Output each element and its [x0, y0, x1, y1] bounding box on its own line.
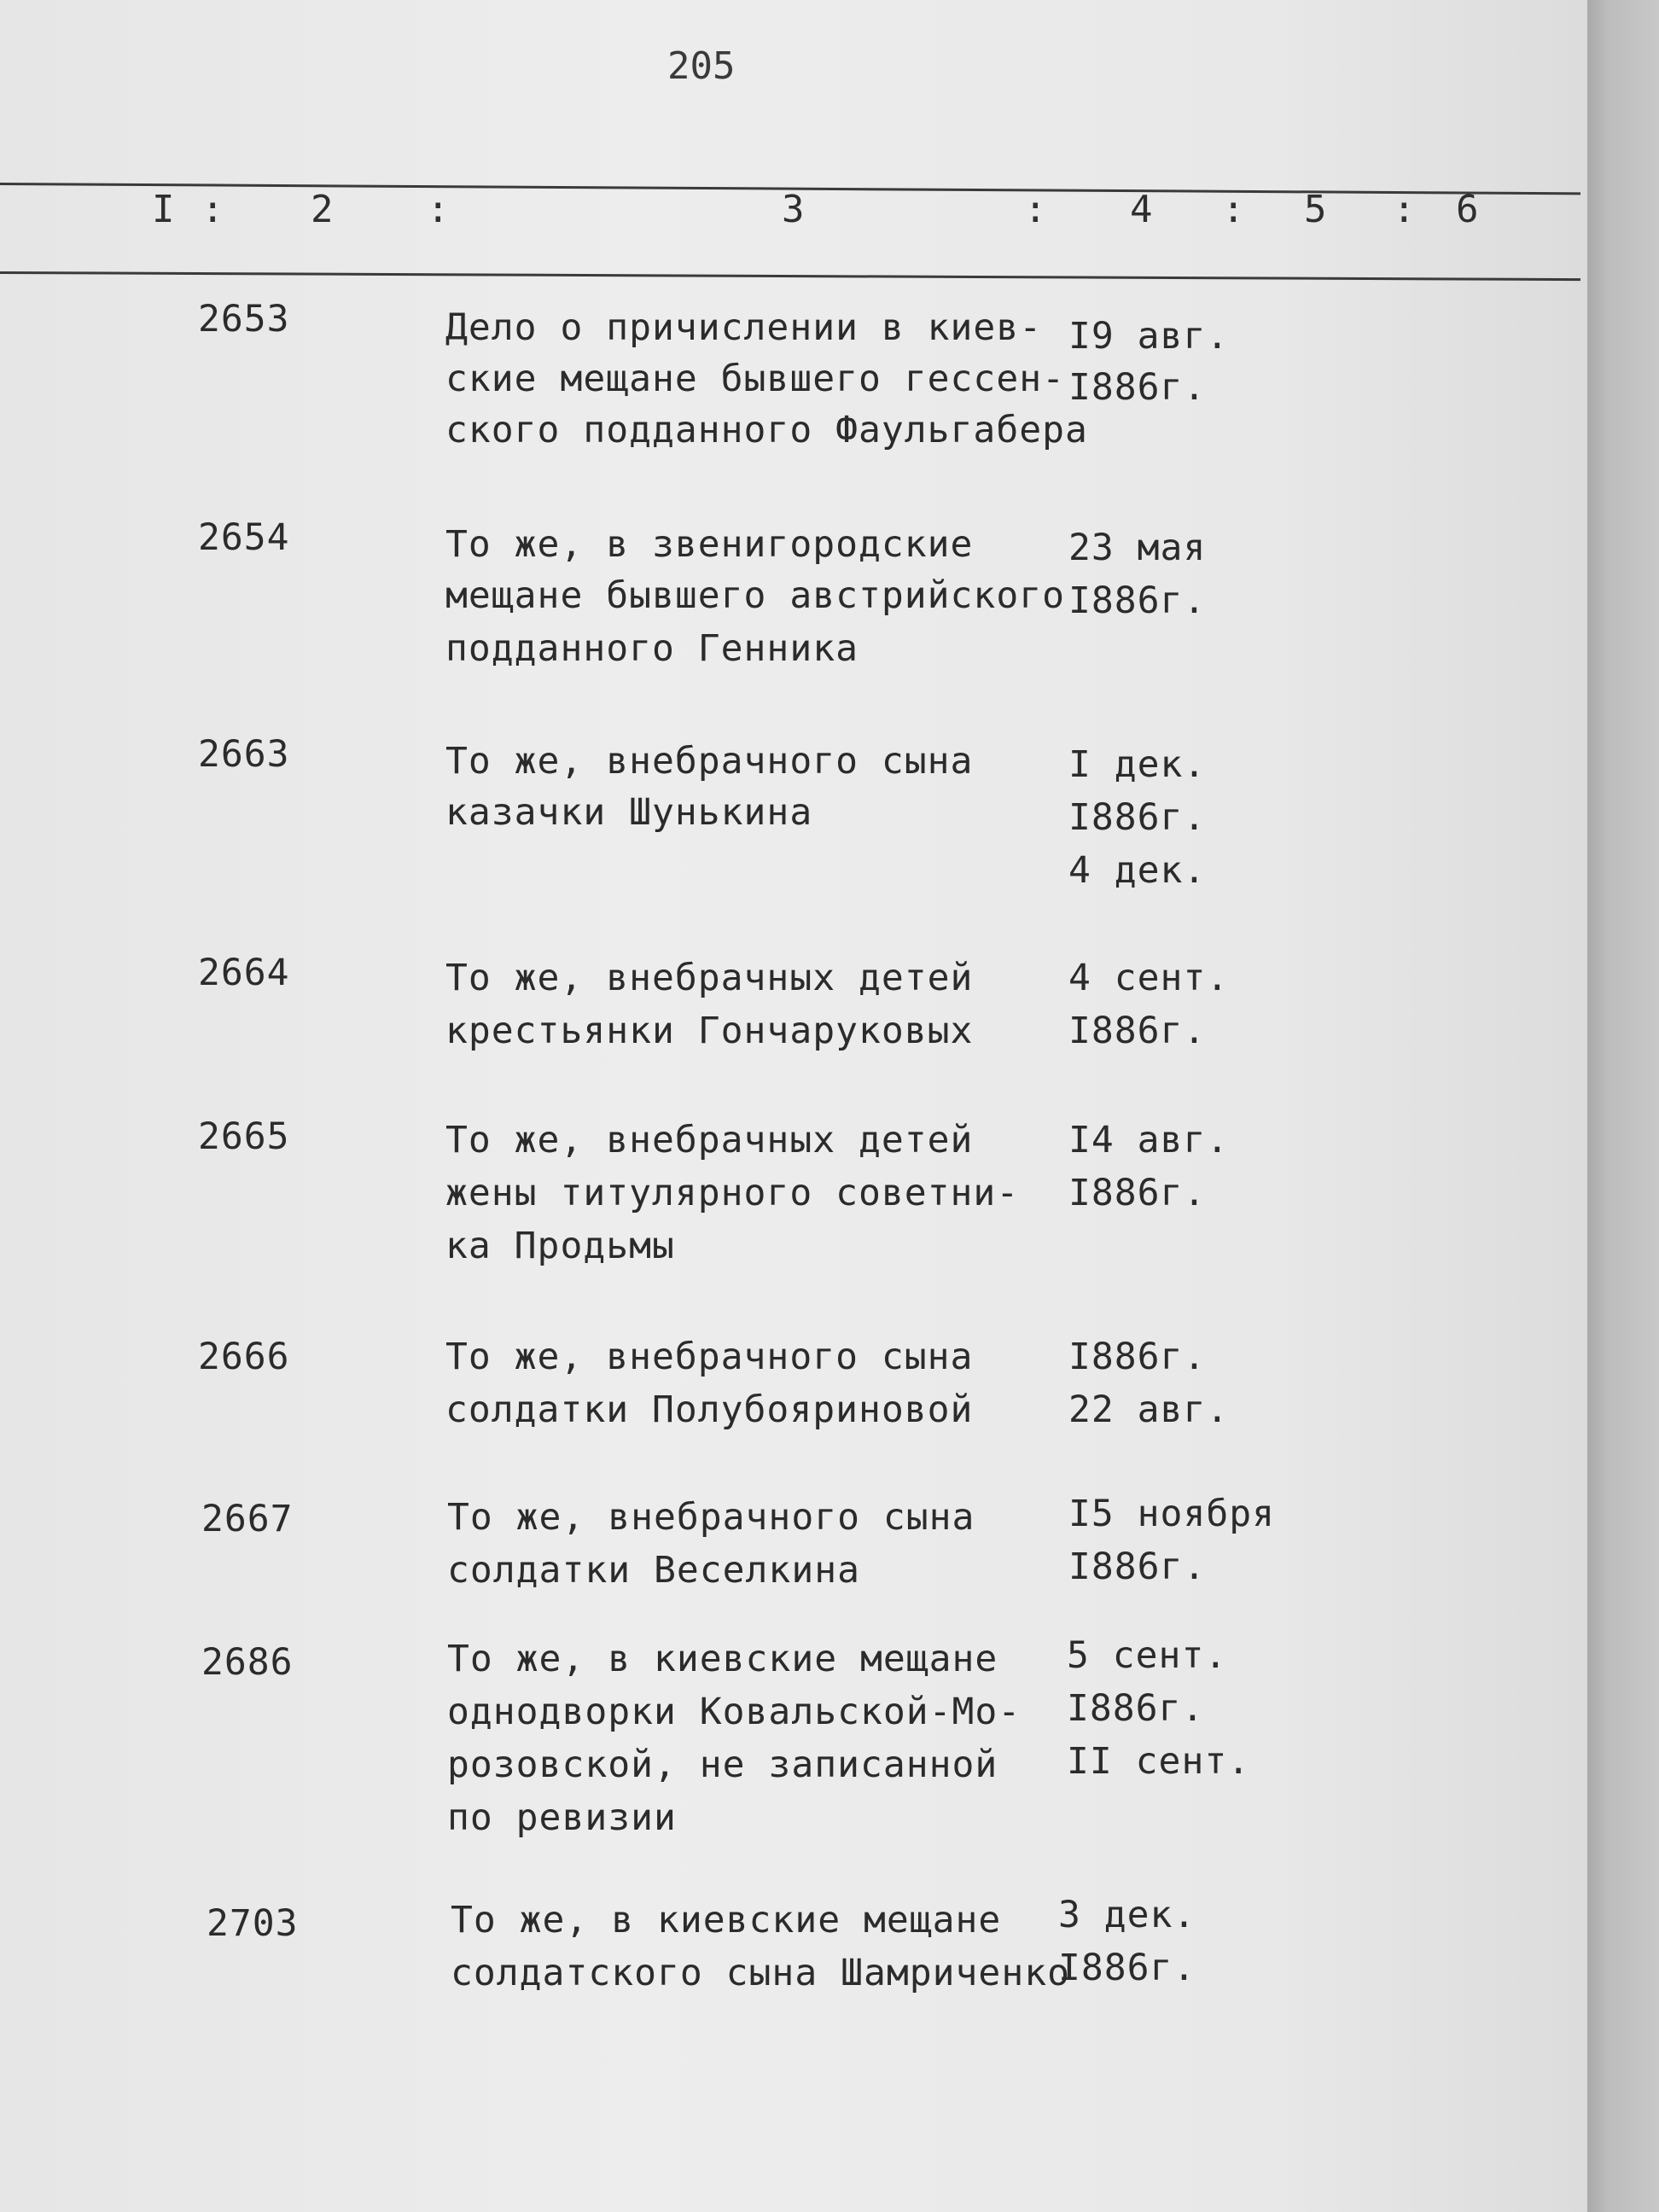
entry-number: 2663: [198, 733, 290, 776]
entry-description-line: То же, в звенигородские: [445, 523, 974, 566]
entry-date-line: I886г.: [1068, 579, 1207, 622]
entry-date-line: I886г.: [1068, 366, 1207, 409]
entry-description-line: однодворки Ковальской-Мо-: [447, 1691, 1022, 1733]
entry-date-line: I5 ноября: [1068, 1493, 1275, 1535]
entry-description-line: казачки Шунькина: [445, 791, 813, 834]
entry-date-line: 5 сент.: [1067, 1634, 1228, 1677]
entry-description-line: солдатки Веселкина: [447, 1549, 860, 1592]
entry-description-line: розовской, не записанной: [447, 1743, 998, 1786]
entry-date-line: 22 авг.: [1068, 1388, 1230, 1431]
entry-description-line: То же, внебрачного сына: [445, 1336, 974, 1378]
entry-description-line: подданного Генника: [445, 627, 859, 670]
entry-description-line: То же, внебрачного сына: [445, 740, 974, 783]
entry-number: 2686: [201, 1641, 294, 1684]
entry-date-line: 4 сент.: [1068, 957, 1230, 999]
entry-description-line: То же, внебрачного сына: [447, 1496, 975, 1539]
entry-date-line: II сент.: [1067, 1740, 1251, 1783]
entry-description-line: солдатского сына Шамриченко: [451, 1952, 1070, 1994]
entry-number: 2653: [198, 298, 290, 341]
entry-description-line: ского подданного Фаульгабера: [445, 409, 1088, 451]
entry-number: 2667: [201, 1498, 294, 1540]
entry-number: 2666: [198, 1336, 290, 1378]
page-number: 205: [667, 44, 736, 88]
entry-description-line: солдатки Полубояриновой: [445, 1388, 974, 1431]
column-header-6: 6: [1456, 188, 1479, 231]
entry-number: 2654: [198, 516, 290, 559]
entry-date-line: I886г.: [1068, 1010, 1207, 1052]
entry-description-line: То же, внебрачных детей: [445, 957, 974, 999]
entry-date-line: I9 авг.: [1068, 315, 1230, 358]
entry-number: 2703: [207, 1902, 299, 1945]
entry-date-line: 4 дек.: [1068, 849, 1207, 892]
entry-description-line: крестьянки Гончаруковых: [445, 1010, 974, 1052]
entry-description-line: жены титулярного советни-: [445, 1172, 1020, 1214]
entry-description-line: Дело о причислении в киев-: [445, 306, 1043, 349]
column-separator: :: [1222, 188, 1245, 231]
entry-date-line: I886г.: [1068, 1336, 1207, 1378]
entry-description-line: То же, в киевские мещане: [447, 1638, 998, 1680]
column-separator: :: [1024, 188, 1047, 231]
entry-date-line: I886г.: [1058, 1947, 1196, 1989]
entry-number: 2664: [198, 952, 290, 994]
entry-date-line: 23 мая: [1068, 527, 1207, 569]
entry-number: 2665: [198, 1115, 290, 1158]
entry-date-line: I886г.: [1067, 1687, 1205, 1730]
entry-date-line: I дек.: [1068, 743, 1207, 786]
entry-date-line: I886г.: [1068, 1172, 1207, 1214]
entry-date-line: 3 дек.: [1058, 1894, 1196, 1936]
page-edge-shadow: [1587, 0, 1659, 2212]
column-separator: :: [427, 188, 450, 231]
entry-description-line: ские мещане бывшего гессен-: [445, 358, 1065, 400]
column-separator: :: [1393, 188, 1416, 231]
entry-description-line: ка Продьмы: [445, 1225, 675, 1267]
column-header-5: 5: [1304, 188, 1327, 231]
entry-description-line: по ревизии: [447, 1796, 677, 1839]
entry-date-line: I886г.: [1068, 796, 1207, 839]
entry-date-line: I4 авг.: [1068, 1119, 1230, 1161]
entry-description-line: мещане бывшего австрийского: [445, 574, 1065, 617]
column-header-4: 4: [1130, 188, 1153, 231]
entry-description-line: То же, внебрачных детей: [445, 1119, 974, 1161]
column-header-3: 3: [782, 188, 805, 231]
column-header-2: 2: [311, 188, 334, 231]
entry-description-line: То же, в киевские мещане: [451, 1899, 1002, 1941]
entry-date-line: I886г.: [1068, 1545, 1207, 1588]
column-separator: :: [201, 188, 224, 231]
column-header-1: I: [152, 188, 175, 231]
